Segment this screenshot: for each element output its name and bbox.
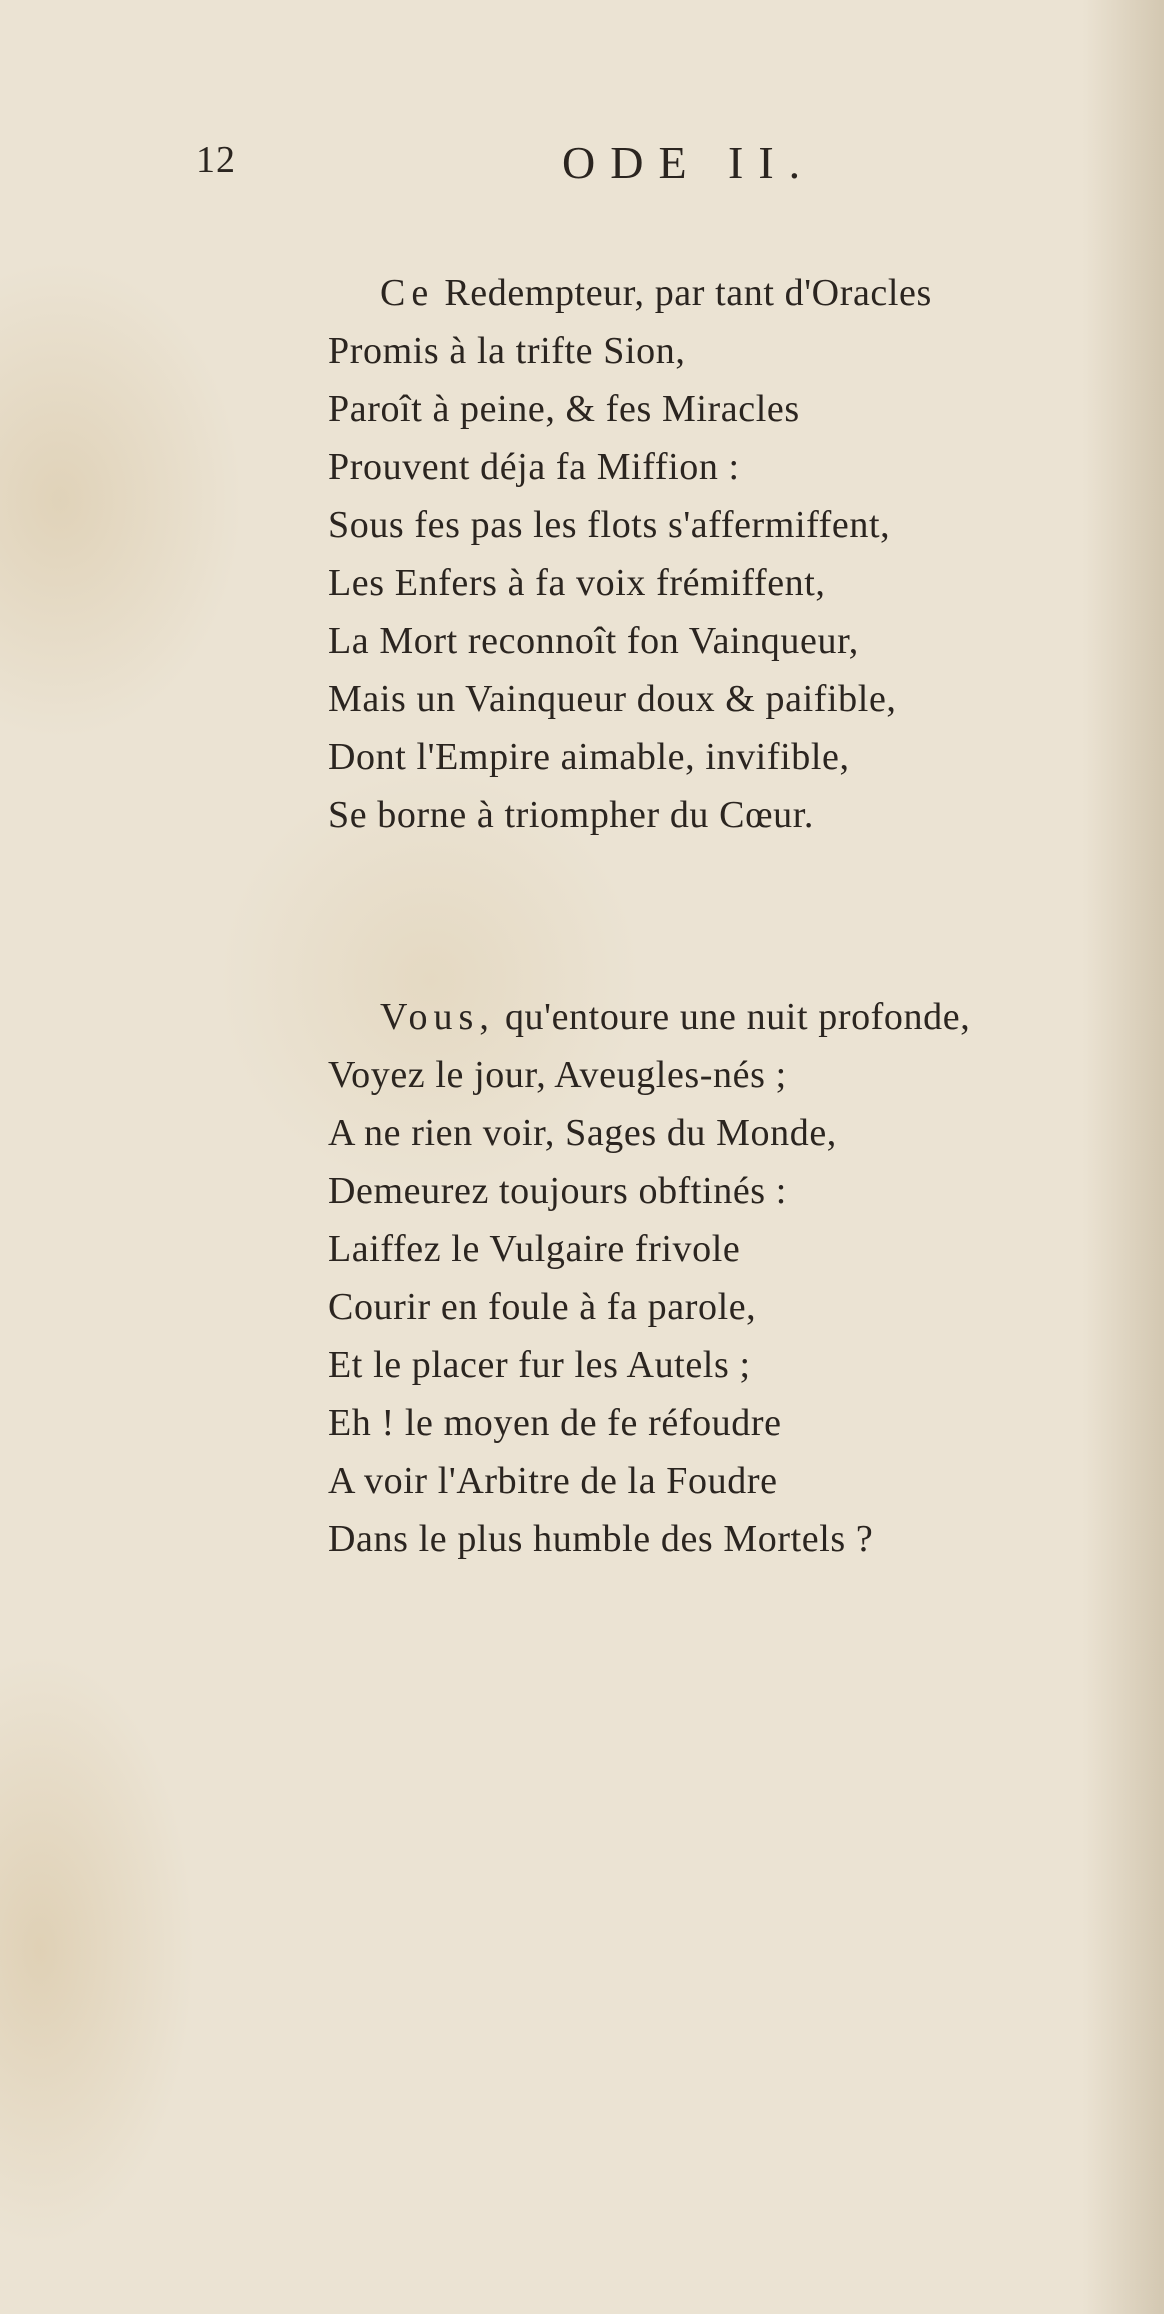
first-line-text: qu'entoure une nuit profonde, (494, 996, 971, 1038)
verse-line: Et le placer fur les Autels ; (328, 1344, 751, 1386)
verse-line: Dont l'Empire aimable, invifible, (328, 736, 850, 778)
verse-line: Paroît à peine, & fes Miracles (328, 388, 800, 430)
verse-line: Eh ! le moyen de fe réfoudre (328, 1402, 782, 1444)
verse-line: Les Enfers à fa voix frémiffent, (328, 562, 826, 604)
verse-line: Mais un Vainqueur doux & paifible, (328, 678, 897, 720)
verse-line: Sous fes pas les flots s'affermiffent, (328, 504, 891, 546)
verse-line: Courir en foule à fa parole, (328, 1286, 757, 1328)
verse-line (328, 988, 970, 1046)
verse-line: Dans le plus humble des Mortels ? (328, 1518, 874, 1560)
verse-line: La Mort reconnoît fon Vainqueur, (328, 620, 859, 662)
verse-line: Laiffez le Vulgaire frivole (328, 1228, 741, 1270)
verse-line: Prouvent déja fa Miffion : (328, 446, 740, 488)
stanza-first-word: Vous, (380, 996, 495, 1038)
first-line-text: Redempteur, par tant d'Oracles (434, 272, 932, 314)
verse-line (328, 264, 932, 322)
verse-line: Se borne à triompher du Cœur. (328, 794, 814, 836)
verse-line: A ne rien voir, Sages du Monde, (328, 1112, 837, 1154)
stanza-1 (328, 264, 932, 844)
page-number: 12 (196, 139, 236, 181)
running-head: ODE II. (562, 137, 816, 188)
verse-line: Demeurez toujours obftinés : (328, 1170, 787, 1212)
verse-line: Voyez le jour, Aveugles-nés ; (328, 1054, 787, 1096)
verse-line: Promis à la trifte Sion, (328, 330, 686, 372)
stanza-first-word: Ce (380, 272, 435, 314)
stanza-2 (328, 988, 970, 1568)
verse-line: A voir l'Arbitre de la Foudre (328, 1460, 778, 1502)
